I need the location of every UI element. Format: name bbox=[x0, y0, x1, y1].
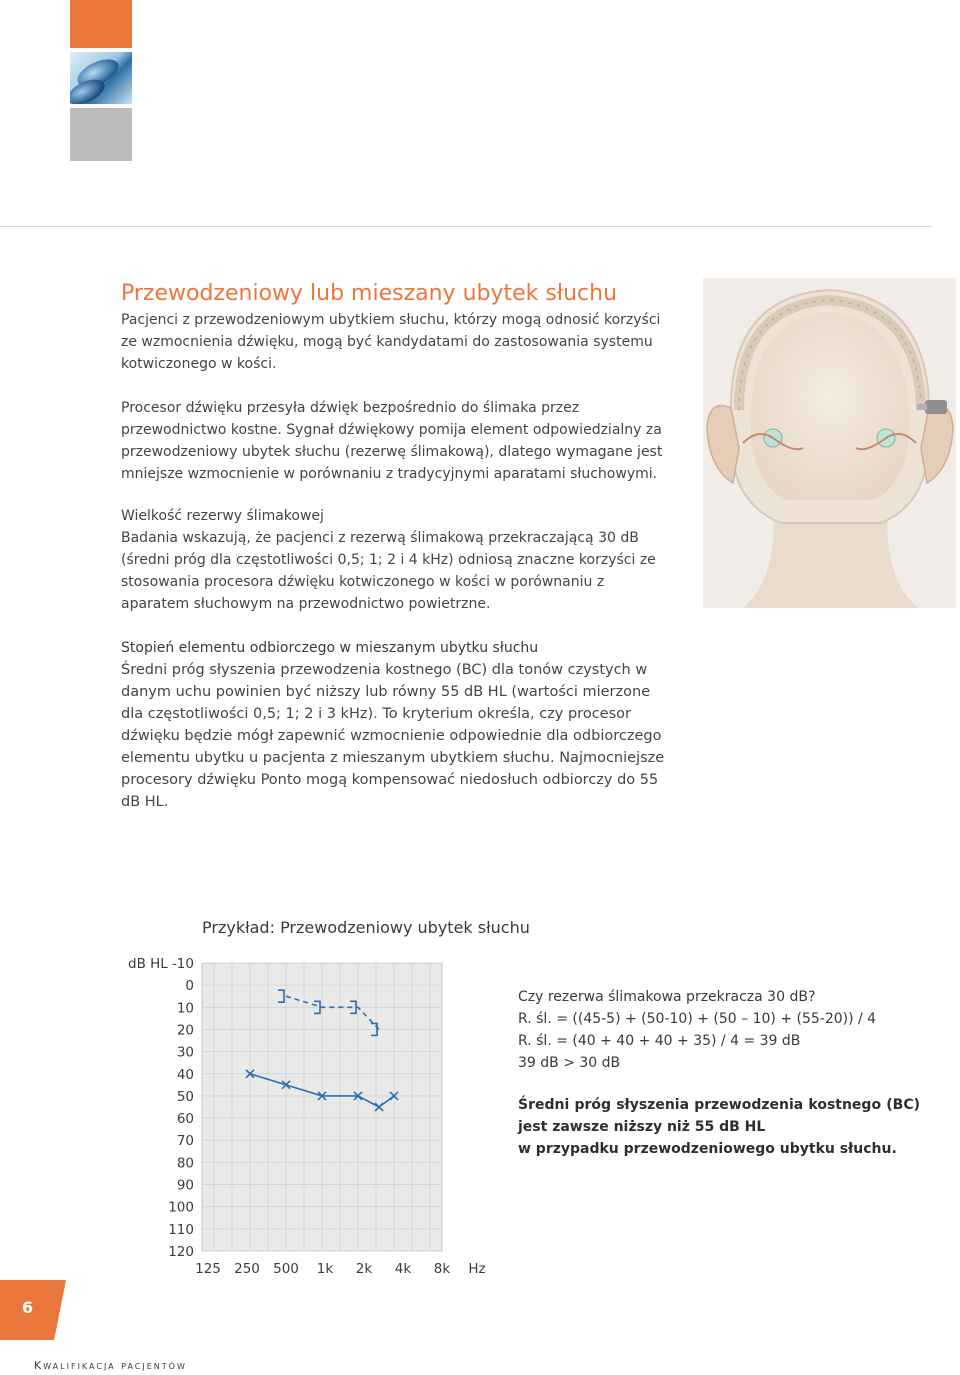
y-tick-label: -10 bbox=[171, 956, 194, 972]
y-tick-label: 60 bbox=[176, 1111, 194, 1128]
calc-line-1: R. śl. = ((45-5) + (50-10) + (50 – 10) + (55-20)) / 4 bbox=[518, 1011, 877, 1027]
calc-conclusion-2: w przypadku przewodzeniowego ubytku słuchu. bbox=[518, 1141, 897, 1157]
gray-tab-decoration bbox=[70, 108, 132, 161]
y-tick-label: 10 bbox=[176, 1000, 194, 1017]
processor-paragraph: Procesor dźwięku przesyła dźwięk bezpośrednio do ślimaka przez przewodnictwo kostne. Sygnał dźwiękowy pomija element odpowiedzialny za przewodzeniowy ubytek słuchu (rezerwę ślimakową), dlatego wymagane jest mniejsze wzmocnienie w porównaniu z tradycyjnymi aparatami słuchowymi. bbox=[121, 400, 663, 482]
y-tick-label: 30 bbox=[176, 1044, 194, 1061]
y-tick-label: 120 bbox=[168, 1244, 194, 1260]
x-tick-label: 1k bbox=[316, 1261, 334, 1277]
cochlear-reserve-heading: Wielkość rezerwy ślimakowej bbox=[121, 508, 324, 524]
calculation-block bbox=[518, 986, 920, 1160]
sensorineural-heading: Stopień elementu odbiorczego w mieszanym ubytku słuchu bbox=[121, 640, 539, 656]
calc-line-3: 39 dB > 30 dB bbox=[518, 1055, 621, 1071]
audiogram-chart bbox=[110, 948, 510, 1288]
orange-tab-decoration bbox=[70, 0, 132, 48]
calc-question: Czy rezerwa ślimakowa przekracza 30 dB? bbox=[518, 989, 816, 1005]
footer-section-label: Kwalifikacja pacjentów bbox=[34, 1359, 187, 1372]
y-tick-label: 20 bbox=[176, 1022, 194, 1039]
header-divider bbox=[0, 226, 932, 227]
x-tick-label: 500 bbox=[273, 1261, 299, 1277]
y-tick-label: 0 bbox=[185, 978, 194, 995]
page-number: 6 bbox=[22, 1298, 34, 1317]
calc-conclusion-1: Średni próg słyszenia przewodzenia kostnego (BC) jest zawsze niższy niż 55 dB HL bbox=[518, 1097, 920, 1135]
sensorineural-paragraph: Średni próg słyszenia przewodzenia kostnego (BC) dla tonów czystych w danym uchu powinien być niższy lub równy 55 dB HL (wartości mierzone dla częstotliwości 0,5; 1; 2 i 3 kHz). To kryterium określa, czy procesor dźwięku będzie mógł zapewnić wzmocnienie odpowiednie dla odbiorczego elementu ubytku u pacjenta z mieszanym ubytkiem słuchu. Najmocniejsze procesory dźwięku Ponto mogą kompensować niedosłuch odbiorczy do 55 dB HL. bbox=[121, 662, 665, 810]
x-axis-label: Hz bbox=[468, 1261, 486, 1277]
y-tick-label: 110 bbox=[168, 1221, 194, 1238]
y-tick-label: 70 bbox=[176, 1133, 194, 1150]
lens-image-tab bbox=[70, 52, 132, 104]
cochlear-reserve-paragraph: Badania wskazują, że pacjenci z rezerwą ślimakową przekraczającą 30 dB (średni próg dla częstotliwości 0,5; 1; 2 i 4 kHz) odniosą znaczne korzyści ze stosowania procesora dźwięku kotwiczonego w kości w porównaniu z aparatem słuchowym na przewodnictwo powietrzne. bbox=[121, 530, 656, 612]
x-tick-label: 8k bbox=[433, 1261, 451, 1277]
intro-paragraph: Pacjenci z przewodzeniowym ubytkiem słuchu, którzy mogą odnosić korzyści ze wzmocnienia dźwięku, mogą być kandydatami do zastosowania systemu kotwiczonego w kości. bbox=[121, 312, 661, 372]
y-tick-label: 80 bbox=[176, 1155, 194, 1172]
y-tick-label: 90 bbox=[176, 1177, 194, 1194]
y-tick-label: 40 bbox=[176, 1066, 194, 1083]
x-tick-label: 2k bbox=[355, 1261, 373, 1277]
x-tick-label: 250 bbox=[234, 1261, 260, 1277]
y-tick-label: 100 bbox=[168, 1199, 194, 1216]
x-tick-label: 125 bbox=[195, 1261, 221, 1277]
chart-title: Przykład: Przewodzeniowy ubytek słuchu bbox=[202, 918, 530, 937]
x-tick-label: 4k bbox=[394, 1261, 412, 1277]
calc-conclusion bbox=[518, 1094, 920, 1160]
head-crosssection-illustration bbox=[703, 278, 956, 608]
calc-line-2: R. śl. = (40 + 40 + 40 + 35) / 4 = 39 dB bbox=[518, 1033, 801, 1049]
y-axis-label: dB HL bbox=[128, 956, 168, 972]
section-title: Przewodzeniowy lub mieszany ubytek słuchu bbox=[121, 281, 618, 306]
y-tick-label: 50 bbox=[176, 1088, 194, 1105]
